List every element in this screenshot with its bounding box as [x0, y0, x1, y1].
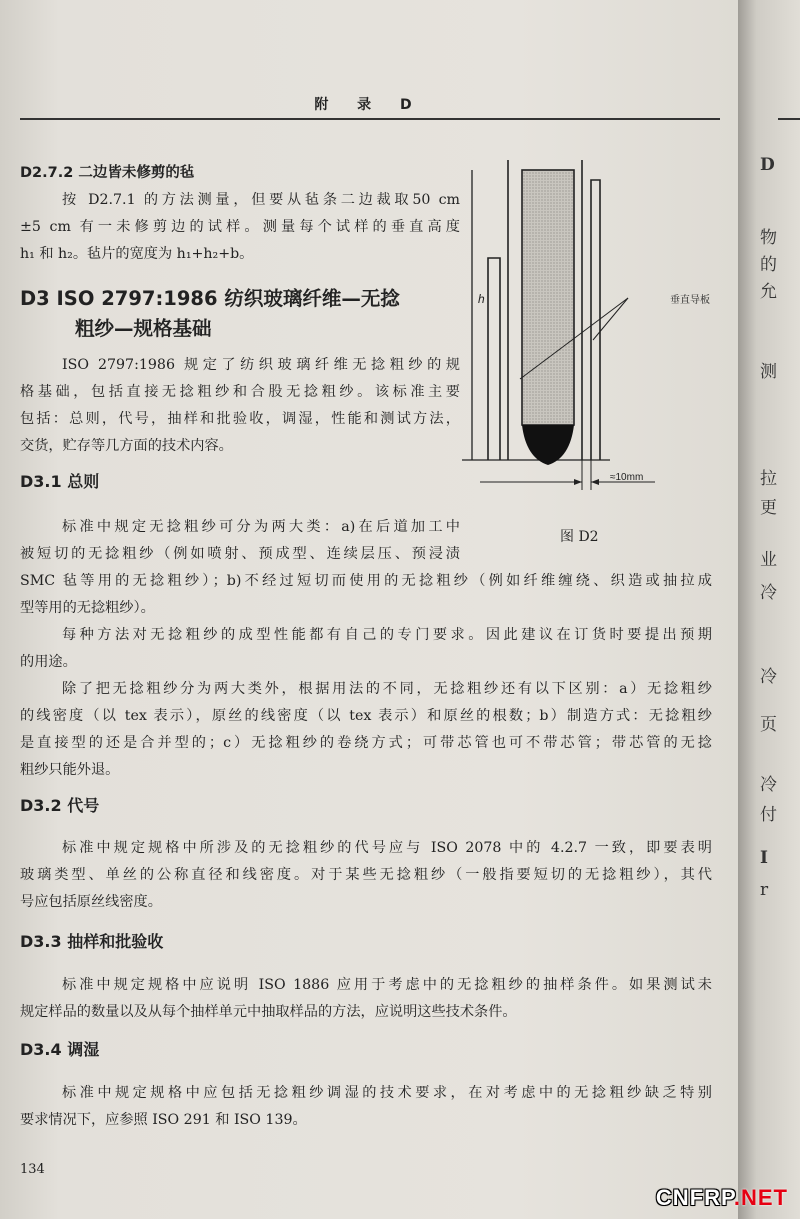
- watermark-part: .NET: [733, 1185, 788, 1210]
- facing-page-char: 更: [760, 498, 777, 518]
- para-line: 要求情况下，应参照 ISO 291 和 ISO 139。: [20, 1112, 307, 1128]
- para-line: 按 D2.7.1 的方法测量，但要从毡条二边裁取50 cm: [62, 192, 460, 208]
- para-line: 交货，贮存等几方面的技术内容。: [20, 438, 233, 454]
- facing-page-char: 付: [760, 805, 777, 825]
- heading-d3-2: D3.2 代号: [20, 796, 100, 815]
- facing-page-char: 拉: [760, 469, 777, 489]
- arrow-head: [574, 479, 582, 485]
- para-line: 除了把无捻粗纱分为两大类外，根据用法的不同，无捻粗纱还有以下区别：a）无捻粗纱: [62, 681, 712, 697]
- facing-page-char: D: [760, 155, 775, 175]
- facing-page-char: r: [760, 880, 769, 900]
- para-line: 标准中规定规格中应包括无捻粗纱调湿的技术要求，在对考虑中的无捻粗纱缺乏特别: [62, 1085, 712, 1101]
- short-guide-plate: [488, 258, 500, 460]
- facing-page-char: 测: [760, 362, 777, 382]
- heading-d3-4: D3.4 调湿: [20, 1040, 100, 1059]
- figure-caption: 图 D2: [560, 529, 599, 545]
- facing-page-char: I: [760, 848, 768, 868]
- para-line: 是直接型的还是合并型的；c）无捻粗纱的卷绕方式；可带芯管也可不带芯管；带芯管的无捻: [20, 735, 712, 751]
- leader-line: [593, 298, 628, 340]
- para-line: 标准中规定规格中应说明 ISO 1886 应用于考虑中的无捻粗纱的抽样条件。如果测试未: [62, 977, 712, 993]
- para-line: 的用途。: [20, 654, 77, 670]
- para-line: 号应包括原丝线密度。: [20, 894, 162, 910]
- facing-page-char: 的: [760, 255, 777, 275]
- para-line: 玻璃类型、单丝的公称直径和线密度。对于某些无捻粗纱（一般指要短切的无捻粗纱），其代: [20, 867, 712, 883]
- para-line: 的线密度（以 tex 表示），原丝的线密度（以 tex 表示）和原丝的根数；b）制造方式：无捻粗纱: [20, 708, 712, 724]
- weight-tip: [522, 425, 574, 465]
- heading-d3-1: D3.1 总则: [20, 472, 100, 491]
- running-header: 附 录 D: [314, 97, 424, 113]
- facing-page-char: 冷: [760, 667, 777, 687]
- watermark-part: CNFRP: [655, 1185, 734, 1210]
- site-watermark: [656, 1185, 788, 1211]
- facing-page-char: 页: [760, 715, 777, 735]
- para-line: SMC 毡等用的无捻粗纱）；b)不经过短切而使用的无捻粗纱（例如纤维缠绕、织造或抽拉成: [20, 573, 712, 589]
- facing-page-char: 物: [760, 228, 777, 248]
- heading-d2-7-2: D2.7.2 二边皆未修剪的毡: [20, 165, 195, 181]
- label-vertical-guide: 垂直导板: [670, 295, 710, 306]
- label-h: h: [478, 292, 485, 306]
- facing-page-char: 冷: [760, 583, 777, 603]
- para-line: 标准中规定规格中所涉及的无捻粗纱的代号应与 ISO 2078 中的 4.2.7 一致，即要表明: [62, 840, 712, 856]
- label-dimension: ≈10mm: [610, 472, 644, 483]
- page-number: 134: [20, 1162, 45, 1177]
- figure-d2-diagram: [460, 160, 730, 560]
- heading-d3: D3 ISO 2797:1986 纺织玻璃纤维—无捻: [20, 287, 400, 310]
- facing-page-char: 冷: [760, 775, 777, 795]
- figure-d2: [460, 160, 730, 560]
- para-line: 标准中规定无捻粗纱可分为两大类：a)在后道加工中: [62, 519, 460, 535]
- para-line: 粗纱只能外退。: [20, 762, 120, 778]
- para-line: 被短切的无捻粗纱（例如喷射、预成型、连续层压、预浸渍: [20, 546, 460, 562]
- para-line: ISO 2797:1986 规定了纺织玻璃纤维无捻粗纱的规: [62, 357, 460, 373]
- para-line: 型等用的无捻粗纱）。: [20, 600, 155, 616]
- facing-page-rule: [778, 118, 800, 120]
- heading-d3-3: D3.3 抽样和批验收: [20, 932, 164, 951]
- para-line: 格基础，包括直接无捻粗纱和合股无捻粗纱。该标准主要: [20, 384, 460, 400]
- felt-strip: [522, 170, 574, 425]
- heading-d3-cont: 粗纱—规格基础: [75, 317, 212, 340]
- arrow-head: [591, 479, 599, 485]
- facing-page-char: 业: [760, 550, 777, 570]
- facing-page-edge: [738, 0, 800, 1219]
- facing-page-char: 允: [760, 282, 777, 302]
- para-line: 每种方法对无捻粗纱的成型性能都有自己的专门要求。因此建议在订货时要提出预期: [62, 627, 712, 643]
- para-line: h₁ 和 h₂。毡片的宽度为 h₁+h₂+b。: [20, 246, 254, 262]
- para-line: ±5 cm 有一未修剪边的试样。测量每个试样的垂直高度: [20, 219, 460, 235]
- para-line: 规定样品的数量以及从每个抽样单元中抽取样品的方法，应说明这些技术条件。: [20, 1004, 517, 1020]
- header-rule: [20, 118, 720, 120]
- para-line: 包括：总则，代号，抽样和批验收，调湿，性能和测试方法，: [20, 411, 460, 427]
